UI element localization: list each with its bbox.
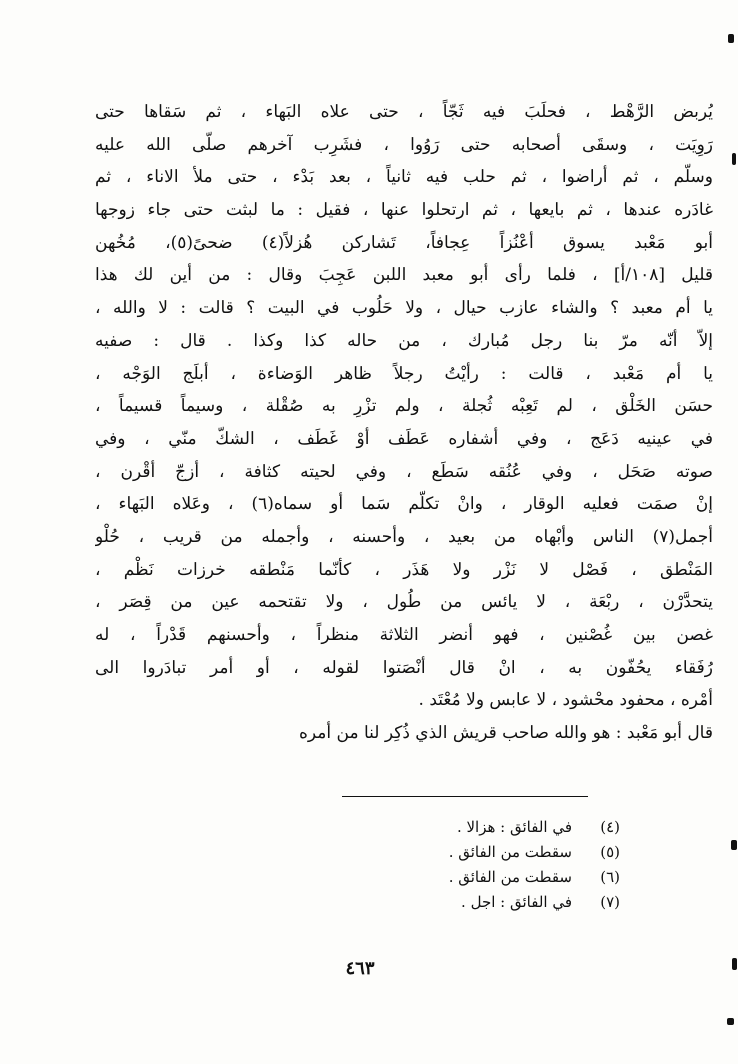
footnote-text: سقطت من الفائق . <box>448 868 572 886</box>
footnote <box>380 840 620 865</box>
text-line: صوته صَحَل ، وفي عُنُقه سَطَع ، وفي لحيته كثافة ، أزجّ أقْرن ، <box>95 461 713 482</box>
footnotes <box>380 815 620 915</box>
text-line: يا أم مَعْبد ، قالت : رأيْتُ رجلاً ظاهر الوَضاءة ، أبلَج الوَجْه ، <box>95 363 713 384</box>
footnote-text: في الفائق : اجل . <box>461 893 572 911</box>
text-line: أمْره ، محفود محْشود ، لا عابس ولا مُعْتَد . <box>418 690 713 711</box>
text-line: قليل [١٠٨/أ] ، فلما رأى أبو معبد اللبن عَجِبَ وقال : من أين لك هذا <box>95 265 713 286</box>
footnote-text: سقطت من الفائق . <box>448 843 572 861</box>
text-line: يُربض الرَّهْط ، فحلَبَ فيه ثَجّاً ، حتى علاه البَهاء ، ثم سَقاها حتى <box>95 102 713 122</box>
text-line: غادَره عندها ، ثم بايعها ، ثم ارتحلوا عنها ، فقيل : ما لبثت حتى جاء زوجها <box>95 200 713 221</box>
footnote-number: (٦) <box>600 868 620 886</box>
text-line: إلاّ أنّه مرّ بنا رجل مُبارك ، من حاله كذا وكذا . قال : صفيه <box>95 330 713 351</box>
text-line: قال أبو مَعْبد : هو والله صاحب قريش الذي ذُكِر لنا من أمره <box>299 723 713 744</box>
text-line: إنْ صمَت فعليه الوقار ، وانْ تكلّم سَما أو سماه(٦) ، وعَلاه البَهاء ، <box>95 494 713 515</box>
footnote <box>380 865 620 890</box>
text-line: وسلّم ، ثم أراضوا ، ثم حلب فيه ثانياً ، بعد بَدْء ، حتى ملأ الاناء ، ثم <box>95 167 713 188</box>
text-line: أجمل(٧) الناس وأبْهاه من بعيد ، وأحسنه ، وأجمله من قريب ، حُلْو <box>95 526 713 547</box>
body-text <box>95 96 713 750</box>
footnote <box>380 815 620 840</box>
text-line: يا أم معبد ؟ والشاء عازب حيال ، ولا حَلُوب في البيت ؟ قالت : لا والله ، <box>95 298 713 319</box>
scan-edge-mark <box>732 958 737 970</box>
scan-edge-mark <box>731 840 737 850</box>
footnote-divider <box>342 796 588 797</box>
text-line: في عينيه دَعَج ، وفي أشفاره عَطَف أوْ غَطَف ، الشكّ منّي ، وفي <box>95 428 713 449</box>
footnote-number: (٧) <box>600 893 620 911</box>
text-line: رَوِيَت ، وسقَى أصحابه حتى رَوُوا ، فشَرِب آخرهم صلّى الله عليه <box>95 134 713 155</box>
page-number: ٤٦٣ <box>345 958 375 979</box>
footnote-text: في الفائق : هزالا . <box>456 818 572 836</box>
text-line: رُفَقاء يحُفّون به ، انْ قال أنْصَتوا لقوله ، أو أمر تبادَروا الى <box>95 657 713 678</box>
scan-edge-mark <box>728 34 734 43</box>
footnote-number: (٥) <box>600 843 620 861</box>
text-line: المَنْطق ، فَصْل لا نَزْر ولا هَذَر ، كأنّما مَنْطقه خرزات نَظْم ، <box>95 559 713 580</box>
text-line: حسَن الخَلْق ، لم تَعِبْه ثُجلة ، ولم تزْرِ به صُقْلة ، وسيماً قسيماً ، <box>95 396 713 417</box>
scan-edge-mark <box>732 153 736 165</box>
footnote <box>380 890 620 915</box>
text-line: يتحدَّرْن ، ربْعَة ، لا يائس من طُول ، ولا تقتحمه عين من قِصَر ، <box>95 592 713 613</box>
scan-edge-mark <box>727 1018 734 1025</box>
footnote-number: (٤) <box>600 818 620 836</box>
text-line: غصن بين غُصْنين ، فهو أنضر الثلاثة منظراً ، وأحسنهم قَدْراً ، له <box>95 625 713 645</box>
text-line: أبو مَعْبد يسوق أعْنُزاً عِجافاً، تَشاركن هُزلاً(٤) ضحىً(٥)، مُخُهن <box>95 232 713 253</box>
